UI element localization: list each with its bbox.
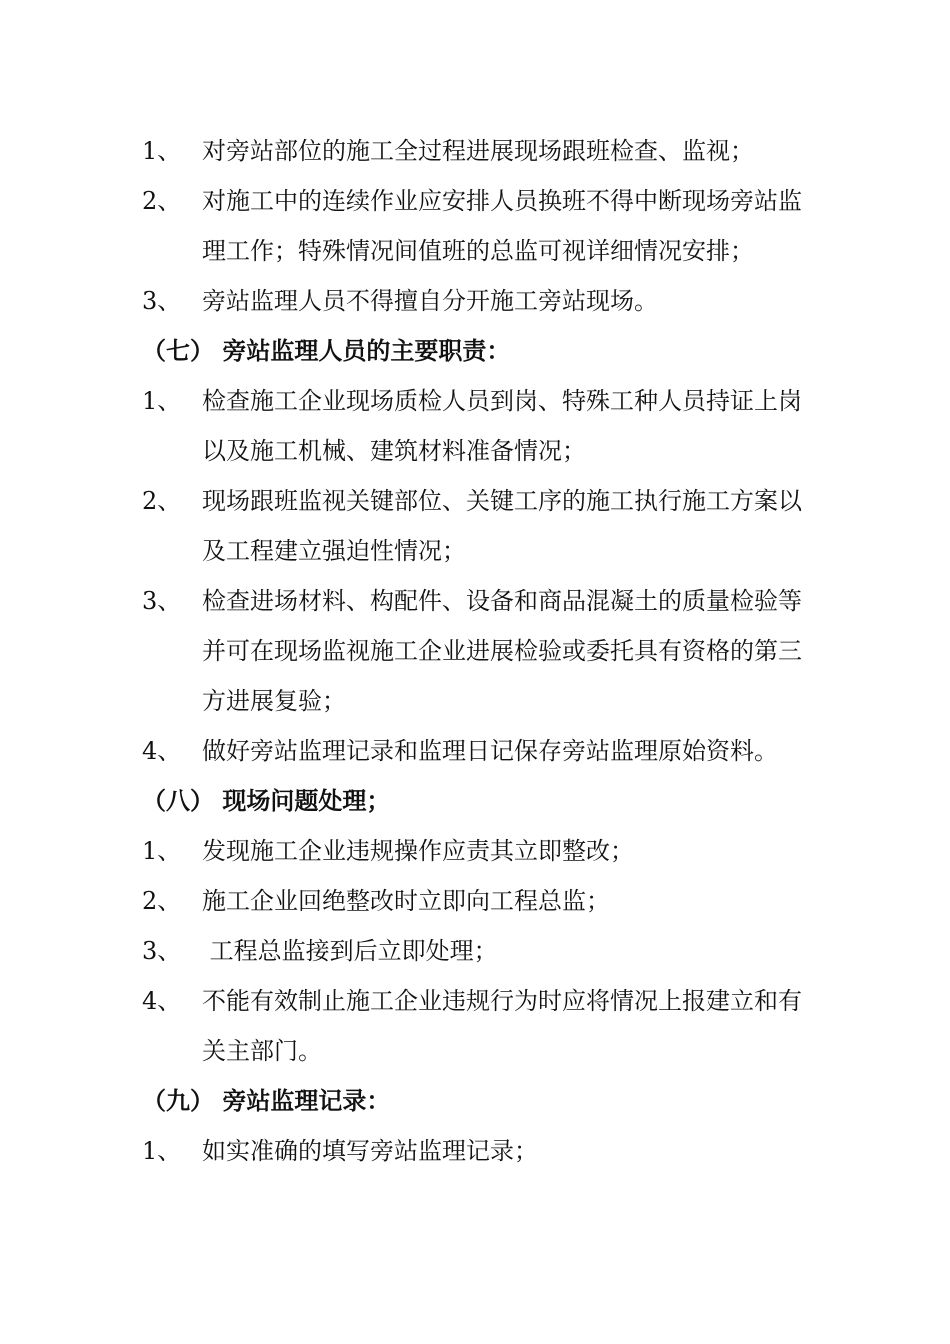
list-text: 如实准确的填写旁站监理记录； bbox=[202, 1137, 538, 1165]
section-heading-9: （九） 旁站监理记录： bbox=[142, 1086, 391, 1115]
list-item bbox=[142, 726, 822, 776]
list-number: 3、 bbox=[142, 587, 182, 615]
list-number: 2、 bbox=[142, 487, 182, 515]
list-item bbox=[142, 126, 822, 176]
list-item bbox=[142, 1126, 822, 1176]
list-number: 4、 bbox=[142, 737, 182, 765]
list-text: 现场跟班监视关键部位、关键工序的施工执行施工方案以及工程建立强迫性情况； bbox=[202, 487, 802, 565]
list-item bbox=[142, 276, 822, 326]
list-item bbox=[142, 876, 822, 926]
list-item bbox=[142, 176, 822, 276]
section-heading-8: （八） 现场问题处理； bbox=[142, 786, 391, 815]
list-number: 1、 bbox=[142, 837, 182, 865]
list-number: 3、 bbox=[142, 937, 182, 965]
list-number: 1、 bbox=[142, 387, 182, 415]
list-number: 2、 bbox=[142, 887, 182, 915]
list-text: 检查施工企业现场质检人员到岗、特殊工种人员持证上岗以及施工机械、建筑材料准备情况； bbox=[202, 387, 802, 465]
list-item bbox=[142, 976, 822, 1076]
list-text: 对施工中的连续作业应安排人员换班不得中断现场旁站监理工作；特殊情况间值班的总监可视详细情况安排； bbox=[202, 187, 802, 265]
list-item bbox=[142, 826, 822, 876]
list-number: 3、 bbox=[142, 287, 182, 315]
list-item bbox=[142, 576, 822, 726]
list-text: 发现施工企业违规操作应责其立即整改； bbox=[202, 837, 634, 865]
list-number: 1、 bbox=[142, 1137, 182, 1165]
list-number: 1、 bbox=[142, 137, 182, 165]
list-text: 不能有效制止施工企业违规行为时应将情况上报建立和有关主部门。 bbox=[202, 987, 802, 1065]
list-number: 2、 bbox=[142, 187, 182, 215]
list-item bbox=[142, 376, 822, 476]
list-number: 4、 bbox=[142, 987, 182, 1015]
list-text: 对旁站部位的施工全过程进展现场跟班检查、监视； bbox=[202, 137, 754, 165]
list-item bbox=[142, 926, 822, 976]
list-text: 做好旁站监理记录和监理日记保存旁站监理原始资料。 bbox=[202, 737, 778, 765]
list-text: 施工企业回绝整改时立即向工程总监； bbox=[202, 887, 610, 915]
section-heading-7: （七） 旁站监理人员的主要职责： bbox=[142, 336, 511, 365]
list-text: 工程总监接到后立即处理； bbox=[202, 937, 498, 965]
document-body bbox=[142, 126, 822, 1176]
list-text: 检查进场材料、构配件、设备和商品混凝土的质量检验等并可在现场监视施工企业进展检验或委托具有资格的第三方进展复验； bbox=[202, 587, 802, 715]
list-text: 旁站监理人员不得擅自分开施工旁站现场。 bbox=[202, 287, 658, 315]
list-item bbox=[142, 476, 822, 576]
